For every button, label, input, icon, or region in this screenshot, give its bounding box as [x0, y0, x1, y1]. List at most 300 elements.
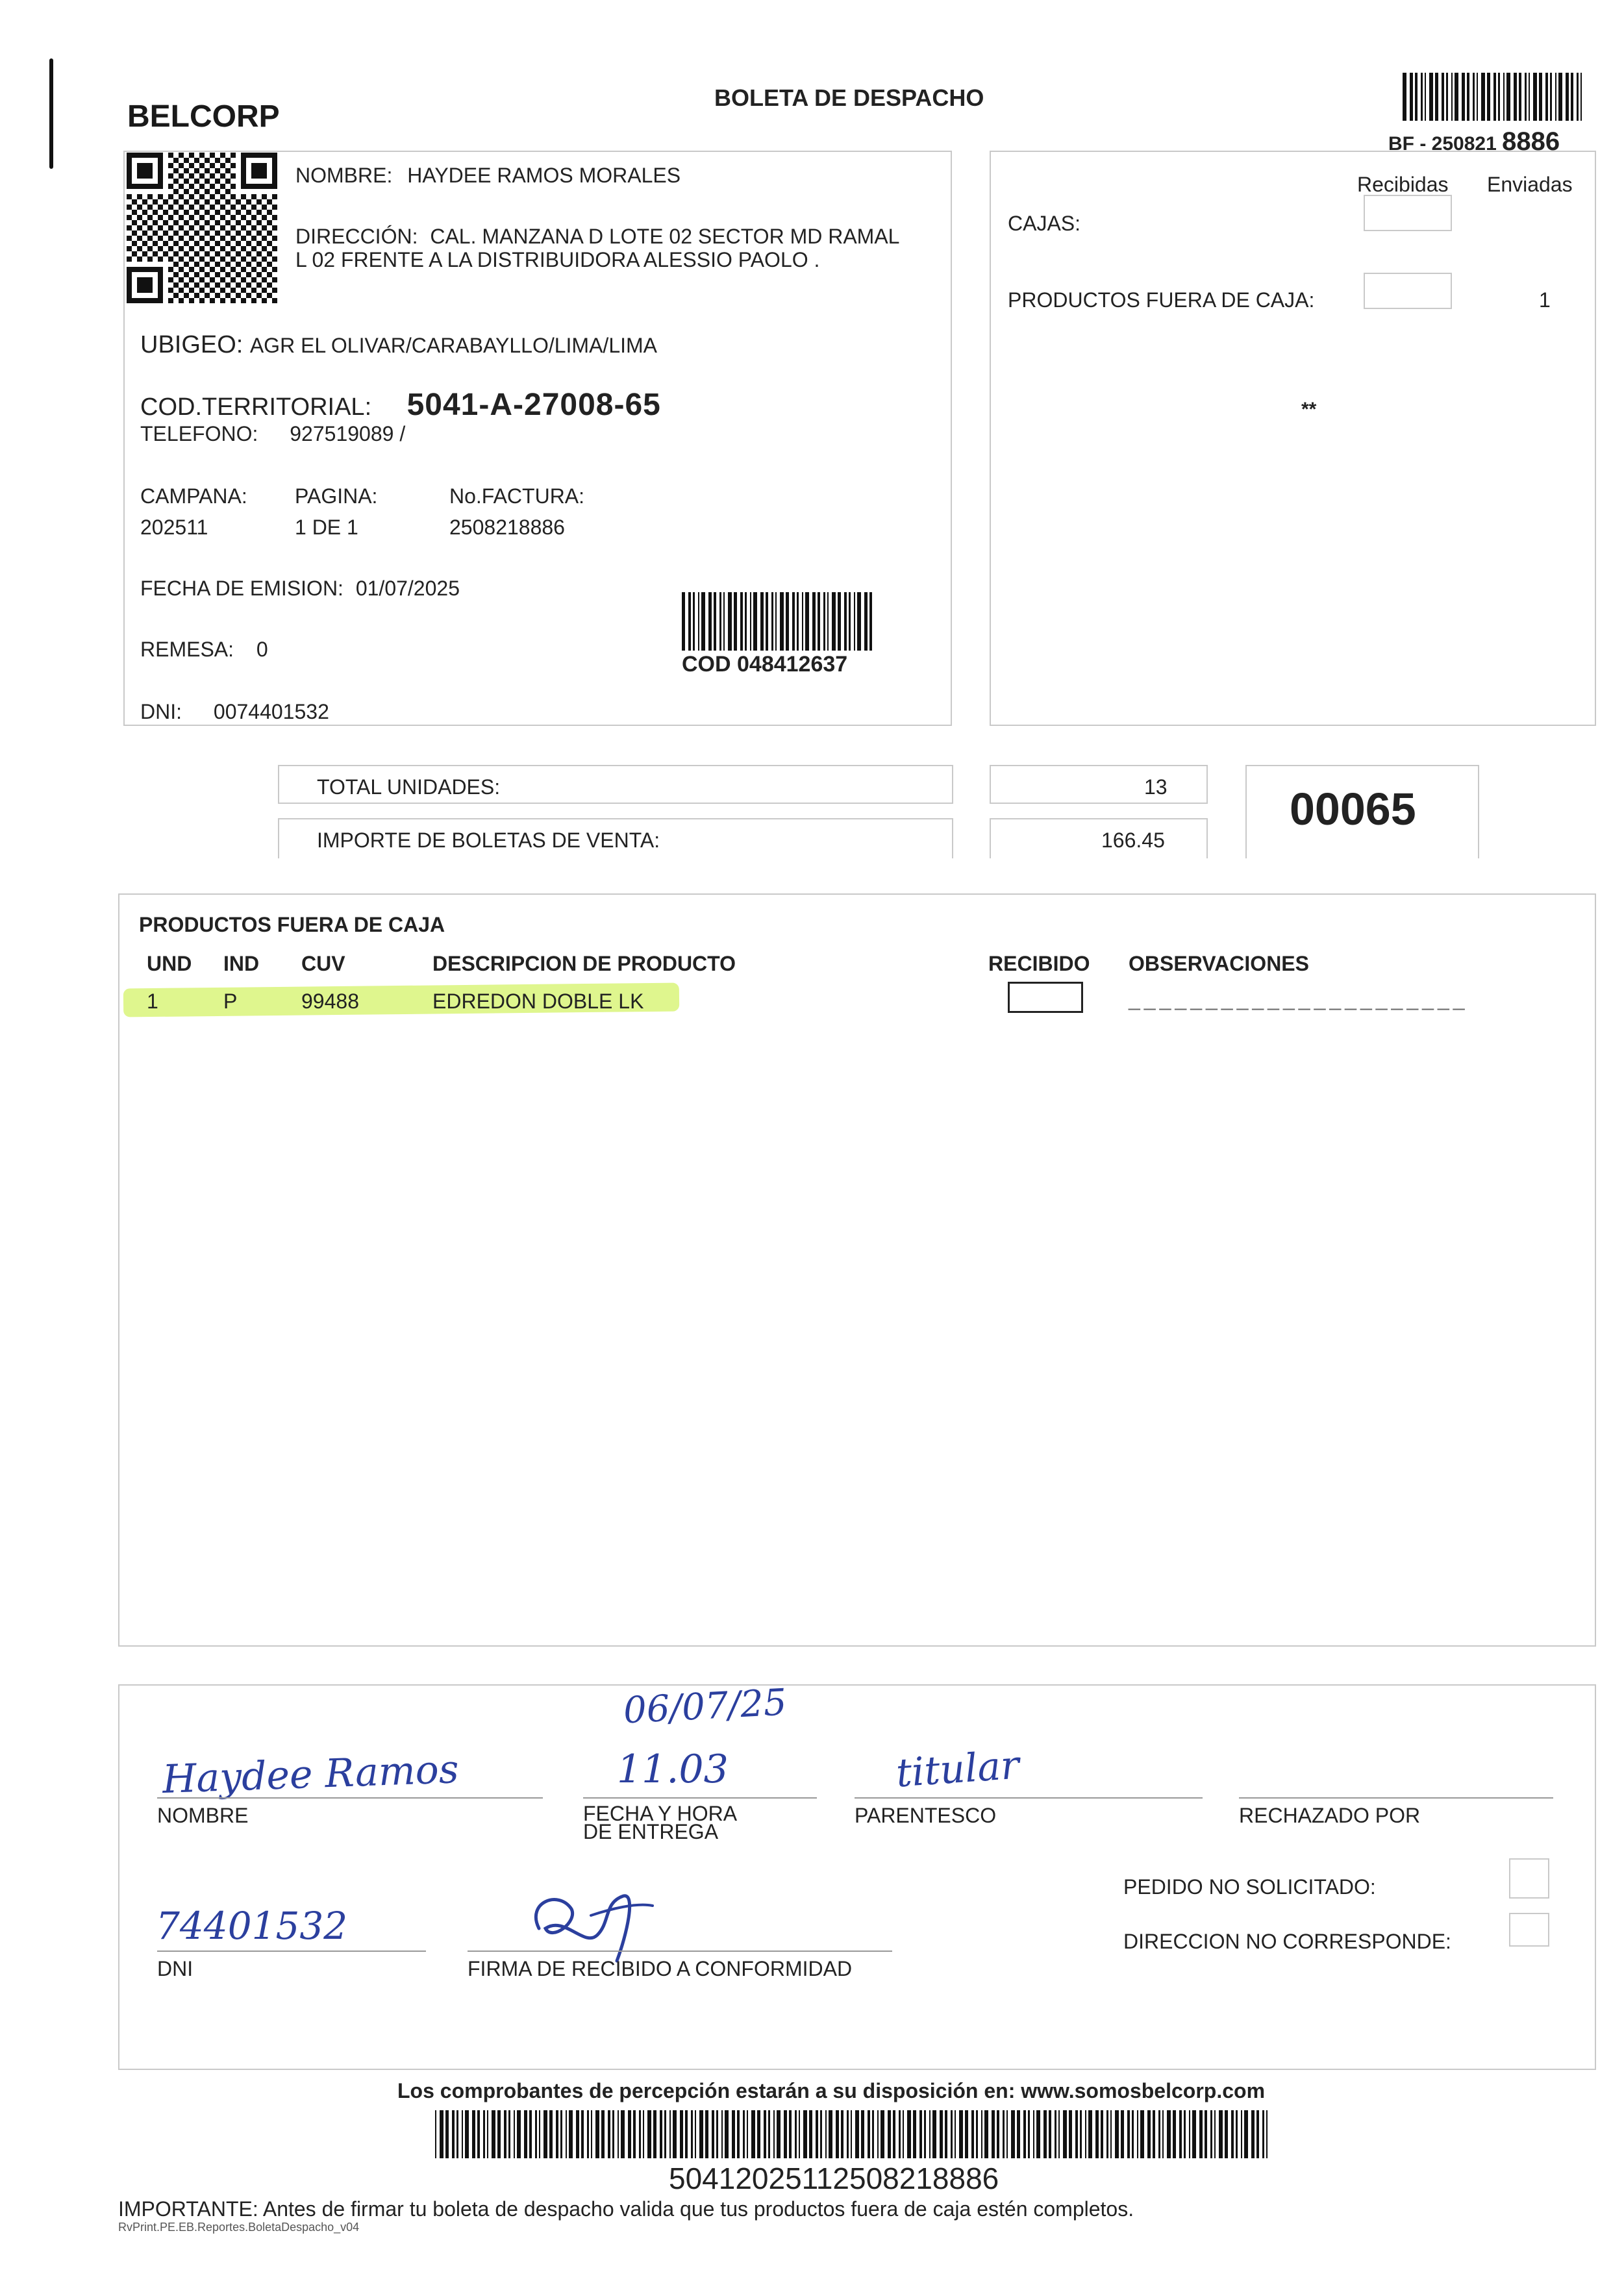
barcode-bar — [1519, 73, 1521, 121]
qr-module — [231, 163, 236, 168]
barcode-bar — [992, 2110, 995, 2158]
qr-module — [189, 173, 194, 179]
qr-module — [199, 267, 205, 272]
barcode-bar — [664, 2110, 666, 2158]
emission-row — [140, 577, 460, 601]
products-out-label: PRODUCTOS FUERA DE CAJA: — [1008, 288, 1315, 312]
barcode-bar — [608, 2110, 610, 2158]
qr-module — [251, 288, 256, 293]
barcode-bar — [743, 2110, 745, 2158]
barcode-bar — [893, 2110, 895, 2158]
qr-module — [272, 236, 277, 241]
barcode-bar — [971, 2110, 974, 2158]
qr-module — [215, 272, 220, 277]
qr-module — [158, 215, 163, 220]
qr-module — [205, 158, 210, 163]
qr-module — [127, 246, 132, 251]
address-line-2: L 02 FRENTE A LA DISTRIBUIDORA ALESSIO PAOLO . — [295, 248, 820, 271]
barcode-bar — [1455, 73, 1458, 121]
barcode-bar — [508, 2110, 510, 2158]
qr-module — [262, 288, 267, 293]
handwritten-signature — [513, 1876, 669, 1967]
qr-module — [153, 199, 158, 205]
barcode-bar — [1467, 73, 1469, 121]
barcode-bar — [1043, 2110, 1047, 2158]
qr-module — [137, 236, 142, 241]
qr-module — [220, 215, 225, 220]
barcode-bar — [1132, 2110, 1134, 2158]
barcode-bar — [753, 592, 757, 651]
qr-module — [215, 179, 220, 184]
barcode-bar — [699, 2110, 703, 2158]
barcode-bar — [877, 2110, 879, 2158]
barcode-bar — [1403, 73, 1406, 121]
qr-module — [236, 241, 241, 246]
rejected-line — [1239, 1797, 1553, 1799]
qr-module — [267, 293, 272, 298]
barcode-bar — [1410, 73, 1413, 121]
qr-module — [168, 225, 173, 231]
barcode-bar — [1049, 2110, 1051, 2158]
qr-module — [205, 241, 210, 246]
qr-module — [236, 272, 241, 277]
barcode-bar — [1017, 2110, 1020, 2158]
barcode-bar — [1451, 73, 1453, 121]
qr-module — [236, 231, 241, 236]
qr-module — [225, 293, 231, 298]
barcode-bar — [780, 592, 784, 651]
qr-module — [168, 194, 173, 199]
barcode-bar — [693, 592, 695, 651]
qr-module — [184, 189, 189, 194]
qr-module — [168, 215, 173, 220]
qr-module — [210, 194, 215, 199]
barcode-bar — [581, 2110, 584, 2158]
barcode-bar — [1088, 2110, 1092, 2158]
qr-module — [132, 251, 137, 256]
barcode-bar — [514, 2110, 515, 2158]
qr-module — [199, 205, 205, 210]
qr-module — [127, 225, 132, 231]
qr-module — [210, 246, 215, 251]
qr-module — [205, 231, 210, 236]
qr-module — [184, 158, 189, 163]
qr-module — [194, 241, 199, 246]
qr-module — [215, 199, 220, 205]
barcode-bar — [816, 2110, 818, 2158]
barcode-bar — [792, 592, 795, 651]
name-label: NOMBRE: — [295, 164, 393, 187]
barcode-bar — [712, 2110, 714, 2158]
barcode-bar — [1580, 73, 1582, 121]
barcode-bar — [903, 2110, 904, 2158]
qr-module — [184, 251, 189, 256]
barcode-bar — [705, 2110, 708, 2158]
document-title: BOLETA DE DESPACHO — [714, 84, 984, 111]
barcode-bar — [497, 2110, 501, 2158]
barcode-bar — [851, 2110, 852, 2158]
campaign-value: 202511 — [140, 516, 208, 539]
page-value: 1 DE 1 — [295, 516, 358, 539]
qr-module — [184, 282, 189, 288]
cod-label: COD 048412637 — [682, 652, 848, 677]
dni-label: DNI: — [140, 700, 182, 723]
qr-module — [173, 189, 179, 194]
qr-module — [205, 293, 210, 298]
barcode-bar — [803, 2110, 807, 2158]
handwritten-name: Haydee Ramos — [161, 1747, 460, 1802]
barcode-bar — [820, 2110, 822, 2158]
received-header: Recibidas — [1357, 173, 1449, 196]
qr-module — [189, 267, 194, 272]
bf-suffix: 8886 — [1502, 127, 1560, 156]
barcode-bar — [888, 2110, 891, 2158]
rejected-label: RECHAZADO POR — [1239, 1804, 1421, 1827]
units-value: 13 — [1144, 775, 1168, 799]
barcode-bar — [612, 2110, 614, 2158]
barcode-bar — [1192, 2110, 1196, 2158]
qr-module — [231, 215, 236, 220]
barcode-bar — [1127, 2110, 1130, 2158]
barcode-bar — [1003, 2110, 1005, 2158]
barcode-bar — [1533, 73, 1537, 121]
brand-logo: BELCORP — [127, 99, 280, 134]
qr-module — [205, 210, 210, 215]
qr-module — [189, 246, 194, 251]
qr-module — [153, 241, 158, 246]
barcode-bar — [1210, 2110, 1212, 2158]
barcode-bar — [601, 2110, 605, 2158]
qr-module — [127, 256, 132, 262]
qr-module — [256, 220, 262, 225]
barcode-bar — [1075, 2110, 1078, 2158]
col-desc: DESCRIPCION DE PRODUCTO — [432, 952, 736, 975]
qr-module — [194, 199, 199, 205]
barcode-bar — [899, 2110, 901, 2158]
qr-module — [163, 199, 168, 205]
qr-module — [215, 282, 220, 288]
barcode-bar — [1158, 2110, 1160, 2158]
qr-module — [173, 231, 179, 236]
qr-module — [256, 210, 262, 215]
barcode-bar — [1147, 2110, 1151, 2158]
qr-module — [225, 251, 231, 256]
barcode-bar — [576, 2110, 579, 2158]
barcode-bar — [1011, 2110, 1015, 2158]
qr-module — [210, 256, 215, 262]
qr-module — [205, 282, 210, 288]
barcode-bar — [951, 2110, 953, 2158]
qr-module — [194, 189, 199, 194]
page-label: PAGINA: — [295, 484, 378, 508]
qr-module — [199, 288, 205, 293]
barcode-bar — [698, 592, 699, 651]
barcode-bar — [445, 2110, 449, 2158]
qr-finder — [137, 163, 153, 179]
sent-header: Enviadas — [1487, 173, 1573, 196]
qr-module — [179, 184, 184, 189]
qr-module — [231, 277, 236, 282]
qr-module — [173, 241, 179, 246]
barcode-bar — [685, 2110, 688, 2158]
qr-module — [220, 173, 225, 179]
barcode-bar — [504, 2110, 506, 2158]
qr-module — [210, 298, 215, 303]
barcode-bar — [827, 592, 829, 651]
qr-module — [210, 153, 215, 158]
barcode-bar — [595, 2110, 599, 2158]
barcode-bar — [838, 592, 841, 651]
qr-module — [210, 215, 215, 220]
qr-module — [225, 199, 231, 205]
barcode-bar — [984, 2110, 988, 2158]
remesa-row — [140, 638, 268, 662]
qr-module — [184, 168, 189, 173]
qr-module — [225, 179, 231, 184]
barcode-bar — [1545, 73, 1548, 121]
qr-module — [210, 236, 215, 241]
qr-module — [168, 163, 173, 168]
qr-module — [168, 205, 173, 210]
qr-module — [147, 194, 153, 199]
delivery-dni-label: DNI — [157, 1957, 194, 1980]
qr-module — [262, 225, 267, 231]
barcode-bar — [462, 2110, 463, 2158]
barcode-bar — [775, 592, 777, 651]
qr-module — [210, 277, 215, 282]
barcode-bar — [1558, 73, 1562, 121]
qr-module — [158, 225, 163, 231]
barcode-bar — [981, 2110, 982, 2158]
not-requested-checkbox[interactable] — [1509, 1858, 1549, 1899]
qr-module — [184, 220, 189, 225]
qr-module — [173, 220, 179, 225]
barcode-bar — [809, 2110, 812, 2158]
qr-module — [215, 293, 220, 298]
barcode-bar — [1421, 73, 1423, 121]
barcode-bar — [529, 2110, 532, 2158]
qr-module — [272, 288, 277, 293]
qr-module — [220, 153, 225, 158]
phone-row — [140, 422, 405, 446]
qr-module — [142, 231, 147, 236]
qr-module — [236, 293, 241, 298]
barcode-bar — [1473, 73, 1475, 121]
barcode-bar — [825, 2110, 827, 2158]
barcode-bar — [1023, 2110, 1026, 2158]
qr-module — [236, 199, 241, 205]
footer-barcode-number: 50412025112508218886 — [669, 2162, 999, 2195]
qr-module — [184, 241, 189, 246]
barcode-bar — [823, 592, 825, 651]
qr-module — [236, 220, 241, 225]
footer-barcode — [435, 2110, 1273, 2158]
qr-module — [179, 153, 184, 158]
not-requested-label: PEDIDO NO SOLICITADO: — [1123, 1875, 1376, 1899]
qr-module — [262, 267, 267, 272]
qr-module — [168, 153, 173, 158]
barcode-bar — [483, 2110, 485, 2158]
qr-module — [184, 293, 189, 298]
qr-module — [241, 236, 246, 241]
qr-module — [127, 205, 132, 210]
barcode-bar — [1577, 73, 1579, 121]
qr-module — [194, 262, 199, 267]
qr-module — [262, 298, 267, 303]
qr-module — [272, 194, 277, 199]
qr-module — [225, 262, 231, 267]
barcode-bar — [777, 2110, 781, 2158]
barcode-bar — [1121, 2110, 1124, 2158]
qr-module — [137, 246, 142, 251]
qr-module — [184, 262, 189, 267]
qr-module — [199, 246, 205, 251]
qr-module — [189, 153, 194, 158]
qr-module — [189, 194, 194, 199]
qr-module — [199, 298, 205, 303]
qr-module — [256, 251, 262, 256]
barcode-bar — [1571, 73, 1573, 121]
barcode-bar — [719, 592, 721, 651]
barcode-bar — [1241, 2110, 1242, 2158]
barcode-bar — [1539, 73, 1542, 121]
qr-module — [251, 225, 256, 231]
barcode-bar — [628, 2110, 631, 2158]
qr-module — [231, 225, 236, 231]
barcode-bar — [849, 592, 851, 651]
qr-code — [125, 151, 279, 305]
campaign-label: CAMPANA: — [140, 484, 247, 508]
qr-module — [262, 215, 267, 220]
barcode-bar — [802, 592, 803, 651]
qr-module — [220, 267, 225, 272]
qr-module — [179, 225, 184, 231]
barcode-bar — [913, 2110, 916, 2158]
qr-module — [179, 205, 184, 210]
barcode-bar — [797, 592, 799, 651]
qr-module — [199, 163, 205, 168]
qr-module — [272, 277, 277, 282]
qr-module — [142, 220, 147, 225]
qr-module — [262, 194, 267, 199]
barcode-bar — [1477, 73, 1478, 121]
qr-module — [210, 267, 215, 272]
barcode-bar — [1446, 73, 1448, 121]
qr-module — [231, 267, 236, 272]
qr-module — [225, 168, 231, 173]
barcode-bar — [714, 592, 716, 651]
qr-module — [179, 298, 184, 303]
qr-module — [194, 179, 199, 184]
qr-module — [168, 173, 173, 179]
barcode-bar — [535, 2110, 537, 2158]
row-received-checkbox[interactable] — [1008, 982, 1083, 1013]
qr-module — [132, 199, 137, 205]
qr-module — [241, 298, 246, 303]
qr-module — [262, 256, 267, 262]
barcode-bar — [861, 2110, 864, 2158]
qr-module — [168, 256, 173, 262]
barcode-bar — [771, 592, 773, 651]
qr-module — [142, 241, 147, 246]
qr-module — [256, 262, 262, 267]
qr-module — [225, 210, 231, 215]
barcode-bar — [1219, 2110, 1223, 2158]
qr-module — [210, 184, 215, 189]
barcode-bar — [1162, 2110, 1164, 2158]
emission-value: 01/07/2025 — [355, 577, 460, 600]
barcode-bar — [1442, 73, 1444, 121]
qr-module — [246, 220, 251, 225]
qr-module — [225, 220, 231, 225]
barcode-bar — [836, 2110, 839, 2158]
barcode-bar — [959, 2110, 963, 2158]
qr-module — [194, 220, 199, 225]
qr-module — [236, 282, 241, 288]
barcode-bar — [869, 592, 872, 651]
scan-mark — [49, 58, 53, 169]
col-obs: OBSERVACIONES — [1129, 952, 1309, 975]
qr-module — [179, 256, 184, 262]
qr-module — [179, 277, 184, 282]
barcode-bar — [1435, 73, 1438, 121]
qr-module — [272, 298, 277, 303]
barcode-bar — [940, 2110, 943, 2158]
qr-module — [241, 215, 246, 220]
qr-module — [267, 282, 272, 288]
footer-notice: Los comprobantes de percepción estarán a su disposición en: www.somosbelcorp.com — [397, 2079, 1266, 2102]
qr-module — [179, 246, 184, 251]
qr-module — [272, 256, 277, 262]
barcode-bar — [639, 2110, 641, 2158]
qr-module — [173, 158, 179, 163]
qr-module — [163, 251, 168, 256]
qr-module — [231, 173, 236, 179]
barcode-bar — [1110, 2110, 1112, 2158]
qr-module — [147, 225, 153, 231]
qr-module — [220, 277, 225, 282]
qr-module — [189, 215, 194, 220]
col-cuv: CUV — [301, 952, 345, 975]
col-und: UND — [147, 952, 192, 975]
barcode-bar — [795, 2110, 797, 2158]
barcode-bar — [669, 2110, 671, 2158]
barcode-bar — [723, 592, 725, 651]
barcode-bar — [1481, 73, 1485, 121]
qr-module — [225, 231, 231, 236]
qr-module — [215, 241, 220, 246]
barcode-bar — [924, 2110, 926, 2158]
wrong-address-checkbox[interactable] — [1509, 1913, 1549, 1947]
qr-module — [189, 236, 194, 241]
barcode-bar — [566, 2110, 567, 2158]
barcode-bar — [472, 2110, 475, 2158]
qr-module — [168, 267, 173, 272]
barcode-bar — [760, 592, 764, 651]
barcode-bar — [1266, 2110, 1268, 2158]
qr-module — [251, 256, 256, 262]
qr-finder — [251, 163, 267, 179]
qr-module — [132, 220, 137, 225]
barcode-bar — [539, 2110, 540, 2158]
qr-module — [231, 153, 236, 158]
qr-module — [215, 158, 220, 163]
products-out-received-box — [1364, 273, 1452, 309]
name-value: HAYDEE RAMOS MORALES — [407, 164, 681, 187]
qr-module — [168, 277, 173, 282]
qr-module — [210, 288, 215, 293]
important-label: IMPORTANTE: — [118, 2197, 258, 2221]
